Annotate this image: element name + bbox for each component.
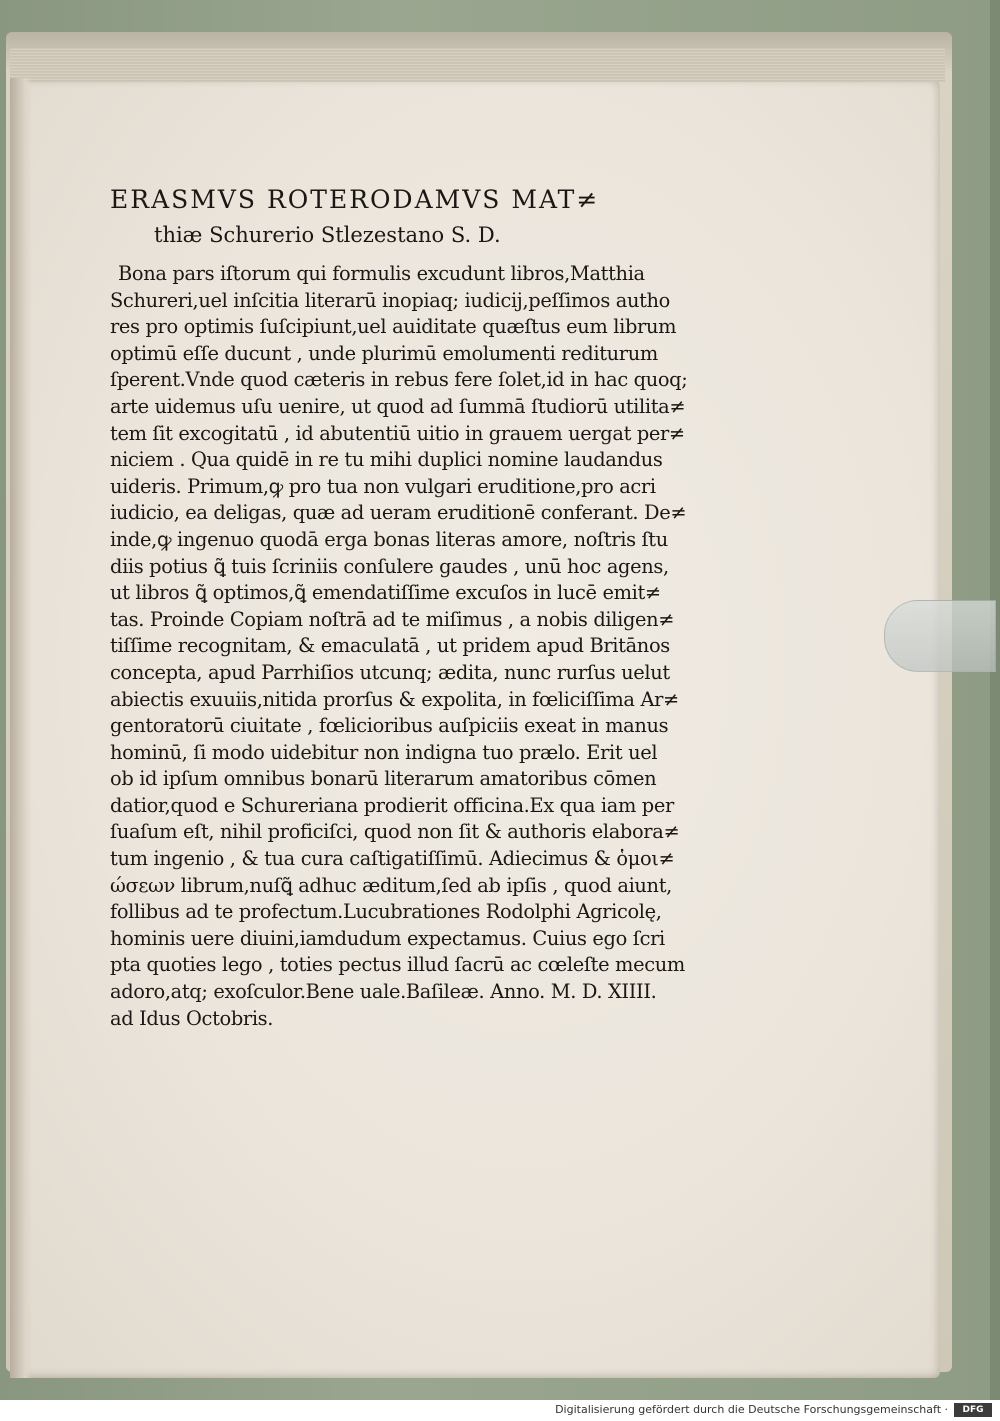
text-line: ſperent.Vnde quod cæteris in rebus fere ſolet,id in hac quoq;: [110, 368, 688, 392]
text-line: ad Idus Octobris.: [110, 1006, 274, 1030]
text-line: pta quoties lego , toties pectus illud ſacrū ac cœleſte mecum: [110, 953, 685, 977]
text-line: hominis uere diuini,iamdudum expectamus. Cuius ego ſcri: [110, 926, 665, 950]
text-line: hominū, ſi modo uidebitur non indigna tuo prælo. Erit uel: [110, 740, 658, 764]
text-line: inde,ꝙ ingenuo quodā erga bonas literas amore, noſtris ſtu: [110, 527, 668, 551]
text-line: abiectis exuuiis,nitida prorſus & expolita, in fœliciſſima Ar≠: [110, 687, 679, 711]
text-line: adoro,atq; exoſculor.Bene uale.Baſileæ. Anno. M. D. XIIII.: [110, 980, 657, 1004]
text-line: tem ſit excogitatū , id abutentiū uitio in grauem uergat per≠: [110, 421, 685, 445]
text-line: niciem . Qua quidē in re tu mihi duplici nomine laudandus: [110, 448, 663, 472]
text-line: ob id ipſum omnibus bonarū literarum amatoribus cōmen: [110, 767, 657, 791]
text-line: Schureri,uel inſcitia literarū inopiaq; iudicij,peſſimos autho: [110, 288, 671, 312]
text-line: tiſſime recognitam, & emaculatā , ut pridem apud Britānos: [110, 634, 670, 658]
page-edges: [10, 48, 945, 82]
text-line: datior,quod e Schureriana prodierit officina.Ex qua iam per: [110, 793, 674, 817]
text-line: uideris. Primum,ꝙ pro tua non vulgari eruditione,pro acri: [110, 474, 656, 498]
page-gutter: [10, 78, 32, 1378]
text-line: diis potius ꝗ̃ tuis ſcriniis conſulere gaudes , unū hoc agens,: [110, 554, 669, 578]
letter-heading: ERASMVS ROTERODAMVS MAT≠: [110, 185, 600, 214]
bookmark-strip: [884, 600, 996, 672]
text-line: ut libros ꝗ̃ optimos,ꝗ̃ emendatiſſime excuſos in lucē emit≠: [110, 581, 661, 605]
text-line: follibus ad te profectum.Lucubrationes Rodolphi Agricolę,: [110, 900, 662, 924]
dfg-logo-icon: DFG: [954, 1403, 992, 1417]
text-line: concepta, apud Parrhiſios utcunq; æditа, nunc rurſus uelut: [110, 660, 670, 684]
letter-text: [110, 185, 750, 1032]
letter-addressee: thiæ Schurerio Stlezestano S. D.: [154, 223, 501, 247]
text-line: ſuaſum eſt, nihil proficiſci, quod non ſit & authoris elabora≠: [110, 820, 680, 844]
text-line: tum ingenio , & tua cura caſtigatiſſimū. Adiecimus & ὁμοι≠: [110, 847, 675, 871]
text-line: arte uidemus uſu uenire, ut quod ad ſummā ſtudiorū utilita≠: [110, 394, 686, 418]
text-line: tas. Proinde Copiam noſtrā ad te miſimus , a nobis diligen≠: [110, 607, 675, 631]
letter-body: [110, 261, 750, 1032]
text-line: Bona pars iſtorum qui formulis excudunt libros,Matthia: [118, 262, 645, 285]
footer-bar: [0, 1400, 1000, 1421]
text-line: gentoratorū ciuitate , fœlicioribus auſpiciis exeat in manus: [110, 714, 669, 738]
text-line: ώσεων librum,nuſꝗ̃ adhuc æditum,ſed ab ipſis , quod aiunt,: [110, 873, 672, 897]
funding-credit: Digitalisierung gefördert durch die Deutsche Forschungsgemeinschaft ·: [555, 1403, 948, 1416]
text-line: optimū eſſe ducunt , unde plurimū emolumenti rediturum: [110, 341, 658, 365]
text-line: iudicio, ea deligas, quæ ad ueram eruditionē conferant. De≠: [110, 501, 687, 525]
text-line: res pro optimis ſuſcipiunt,uel auiditate quæſtus eum librum: [110, 315, 677, 339]
